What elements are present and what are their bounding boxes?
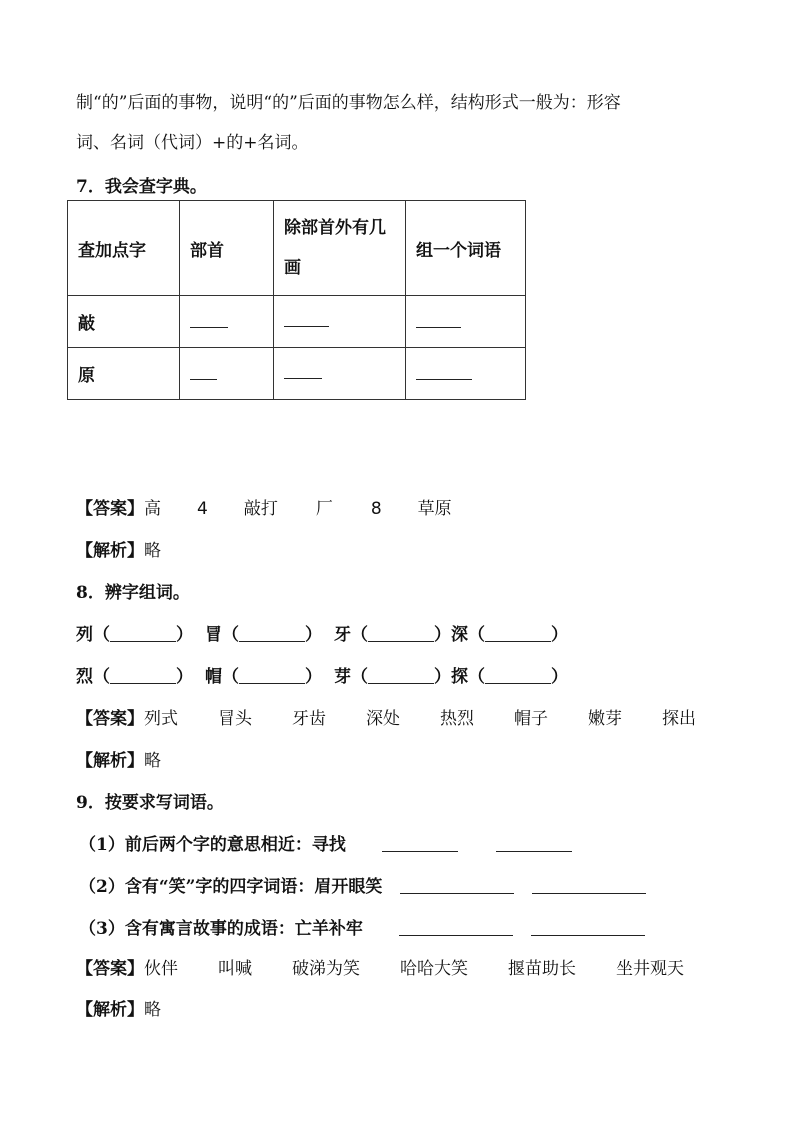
fill-blank[interactable] bbox=[239, 623, 305, 642]
blank-word[interactable] bbox=[406, 348, 526, 400]
close-paren: ） bbox=[176, 625, 193, 645]
open-paren: （ bbox=[468, 667, 485, 687]
close-paren: ） bbox=[551, 625, 568, 645]
close-paren: ） bbox=[305, 667, 322, 687]
q8-char: 牙 bbox=[334, 625, 351, 645]
header-cell-radical: 部首 bbox=[180, 201, 274, 296]
fill-blank[interactable] bbox=[496, 833, 572, 852]
fill-blank[interactable] bbox=[531, 917, 645, 936]
answer-item: 牙齿 bbox=[292, 709, 326, 729]
q7-analysis-line bbox=[76, 536, 161, 561]
intro-line-2: 词、名词（代词）+的+名词。 bbox=[76, 133, 309, 153]
table-header-row bbox=[68, 201, 526, 296]
row-char: 敲 bbox=[68, 296, 180, 348]
fill-blank[interactable] bbox=[485, 623, 551, 642]
open-paren: （ bbox=[351, 625, 368, 645]
answer-item: 厂 bbox=[315, 499, 333, 519]
fill-blank[interactable] bbox=[368, 623, 434, 642]
blank-strokes[interactable] bbox=[274, 296, 406, 348]
q9-item-text: （2）含有“笑”字的四字词语：眉开眼笑 bbox=[79, 877, 383, 897]
blank-radical[interactable] bbox=[180, 348, 274, 400]
q8-char: 列 bbox=[76, 625, 93, 645]
close-paren: ） bbox=[434, 625, 451, 645]
header-strokes-line2: 画 bbox=[284, 258, 301, 278]
q8-char: 帽 bbox=[205, 667, 222, 687]
blank-word[interactable] bbox=[406, 296, 526, 348]
q9-title: 9．按要求写词语。 bbox=[76, 793, 224, 813]
fill-blank[interactable] bbox=[368, 665, 434, 684]
answer-item: 伙伴 bbox=[144, 959, 178, 979]
fill-blank[interactable] bbox=[400, 875, 514, 894]
analysis-label: 【解析】 bbox=[76, 751, 144, 771]
open-paren: （ bbox=[93, 667, 110, 687]
answer-item: 8 bbox=[370, 499, 382, 519]
answer-item: 4 bbox=[197, 499, 208, 519]
answer-item: 探出 bbox=[662, 709, 696, 729]
intro-line-1: 制“的”后面的事物，说明“的”后面的事物怎么样，结构形式一般为：形容 bbox=[76, 93, 621, 113]
q8-answer-line bbox=[76, 704, 696, 729]
answer-item: 深处 bbox=[366, 709, 400, 729]
answer-label: 【答案】 bbox=[76, 499, 144, 519]
answer-item: 破涕为笑 bbox=[292, 959, 360, 979]
answer-item: 热烈 bbox=[440, 709, 474, 729]
open-paren: （ bbox=[222, 625, 239, 645]
q8-char: 烈 bbox=[76, 667, 93, 687]
q9-answer-line bbox=[76, 954, 684, 979]
q7-title: 7．我会查字典。 bbox=[76, 177, 207, 197]
dictionary-table bbox=[67, 200, 526, 400]
open-paren: （ bbox=[468, 625, 485, 645]
header-cell-word: 组一个词语 bbox=[406, 201, 526, 296]
answer-item: 哈哈大笑 bbox=[400, 959, 468, 979]
answer-item: 列式 bbox=[144, 709, 178, 729]
answer-item: 揠苗助长 bbox=[508, 959, 576, 979]
q9-item-1 bbox=[79, 830, 572, 855]
q8-char: 探 bbox=[451, 667, 468, 687]
analysis-label: 【解析】 bbox=[76, 1000, 144, 1020]
open-paren: （ bbox=[222, 667, 239, 687]
answer-item: 草原 bbox=[417, 499, 452, 519]
answer-item: 嫩芽 bbox=[588, 709, 622, 729]
fill-blank[interactable] bbox=[110, 665, 176, 684]
table-row bbox=[68, 348, 526, 400]
analysis-text: 略 bbox=[144, 751, 161, 771]
answer-item: 叫喊 bbox=[218, 959, 252, 979]
q8-analysis-line bbox=[76, 746, 161, 771]
close-paren: ） bbox=[176, 667, 193, 687]
fill-blank[interactable] bbox=[239, 665, 305, 684]
fill-blank[interactable] bbox=[532, 875, 646, 894]
q9-item-text: （3）含有寓言故事的成语：亡羊补牢 bbox=[79, 919, 363, 939]
q8-char: 深 bbox=[451, 625, 468, 645]
header-cell-char: 查加点字 bbox=[68, 201, 180, 296]
answer-item: 高 bbox=[144, 499, 161, 519]
q9-item-text: （1）前后两个字的意思相近：寻找 bbox=[79, 835, 346, 855]
open-paren: （ bbox=[93, 625, 110, 645]
q9-item-3 bbox=[79, 914, 645, 939]
q9-item-2 bbox=[79, 872, 646, 897]
close-paren: ） bbox=[551, 667, 568, 687]
answer-item: 敲打 bbox=[243, 499, 278, 519]
header-cell-strokes bbox=[274, 201, 406, 296]
header-strokes-line1: 除部首外有几 bbox=[284, 218, 386, 238]
blank-strokes[interactable] bbox=[274, 348, 406, 400]
close-paren: ） bbox=[305, 625, 322, 645]
q8-char: 芽 bbox=[334, 667, 351, 687]
answer-label: 【答案】 bbox=[76, 959, 144, 979]
q9-analysis-line bbox=[76, 995, 161, 1020]
q8-title: 8．辨字组词。 bbox=[76, 583, 190, 603]
q8-char: 冒 bbox=[205, 625, 222, 645]
analysis-text: 略 bbox=[144, 1000, 161, 1020]
analysis-text: 略 bbox=[144, 541, 161, 561]
fill-blank[interactable] bbox=[399, 917, 513, 936]
close-paren: ） bbox=[434, 667, 451, 687]
open-paren: （ bbox=[351, 667, 368, 687]
row-char: 原 bbox=[68, 348, 180, 400]
q7-answer-line bbox=[76, 494, 452, 519]
analysis-label: 【解析】 bbox=[76, 541, 144, 561]
q8-row-2 bbox=[76, 662, 568, 687]
table-row bbox=[68, 296, 526, 348]
q8-row-1 bbox=[76, 620, 568, 645]
blank-radical[interactable] bbox=[180, 296, 274, 348]
answer-label: 【答案】 bbox=[76, 709, 144, 729]
fill-blank[interactable] bbox=[382, 833, 458, 852]
answer-item: 坐井观天 bbox=[616, 959, 684, 979]
fill-blank[interactable] bbox=[110, 623, 176, 642]
answer-item: 冒头 bbox=[218, 709, 252, 729]
answer-item: 帽子 bbox=[514, 709, 548, 729]
fill-blank[interactable] bbox=[485, 665, 551, 684]
